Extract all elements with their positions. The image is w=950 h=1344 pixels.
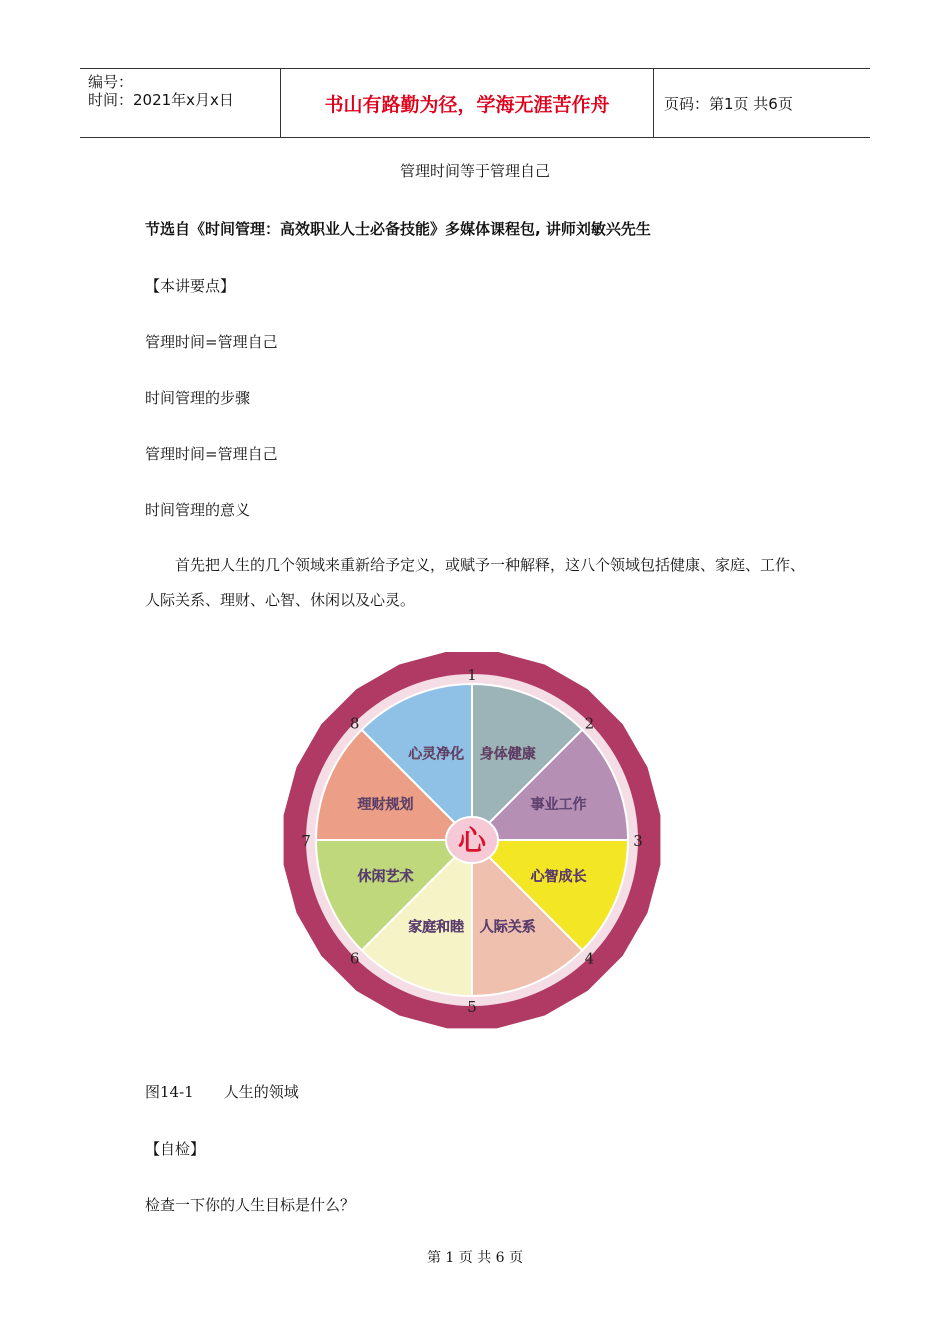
wheel-segment-label: 心灵净化 <box>408 746 465 763</box>
header-meta <box>80 69 280 137</box>
wheel-number: 1 <box>467 666 477 684</box>
doc-source: 节选自《时间管理：高效职业人士必备技能》多媒体课程包, 讲师刘敏兴先生 <box>145 220 651 238</box>
wheel-center-text: 心 <box>457 824 487 857</box>
wheel-segment-label: 休闲艺术 <box>357 868 414 885</box>
date-label: 时间：2021年x月x日 <box>88 91 234 109</box>
section-self-check-heading: 【自检】 <box>145 1140 206 1158</box>
wheel-segment-label: 事业工作 <box>530 797 587 814</box>
header-table <box>80 68 870 138</box>
wheel-number: 7 <box>301 832 311 850</box>
wheel-number: 6 <box>349 949 360 968</box>
doc-title: 管理时间等于管理自己 <box>399 162 550 180</box>
header-page-info: 页码：第1页 共6页 <box>664 94 793 113</box>
list-item: 时间管理的意义 <box>145 501 251 519</box>
wheel-segment-label: 心智成长 <box>530 868 587 885</box>
wheel-segment-label: 身体健康 <box>479 746 536 763</box>
wheel-segment-label: 家庭和睦 <box>408 919 465 936</box>
body-paragraph: 首先把人生的几个领域来重新给予定义，或赋予一种解释，这八个领域包括健康、家庭、工作、人际关系、理财、心智、休闲以及心灵。 <box>145 556 806 609</box>
motto: 书山有路勤为径，学海无涯苦作舟 <box>324 93 610 116</box>
list-item: 管理时间=管理自己 <box>145 333 278 351</box>
figure-caption: 图14-1 人生的领域 <box>145 1083 299 1101</box>
wheel-number: 2 <box>584 714 595 733</box>
number-label: 编号： <box>88 73 134 91</box>
wheel-number: 4 <box>584 949 595 968</box>
life-domains-wheel <box>275 652 670 1032</box>
self-check-question: 检查一下你的人生目标是什么？ <box>145 1196 356 1214</box>
wheel-number: 3 <box>633 832 643 850</box>
wheel-number: 8 <box>349 714 360 733</box>
page-footer: 第 1 页 共 6 页 <box>426 1250 524 1266</box>
list-item: 时间管理的步骤 <box>145 389 251 407</box>
list-item: 管理时间=管理自己 <box>145 445 278 463</box>
header-motto-cell <box>280 69 654 137</box>
section-points-heading: 【本讲要点】 <box>145 277 236 295</box>
wheel-segment-label: 人际关系 <box>479 919 536 936</box>
wheel-number: 5 <box>467 998 477 1016</box>
wheel-segment-label: 理财规划 <box>357 797 414 814</box>
